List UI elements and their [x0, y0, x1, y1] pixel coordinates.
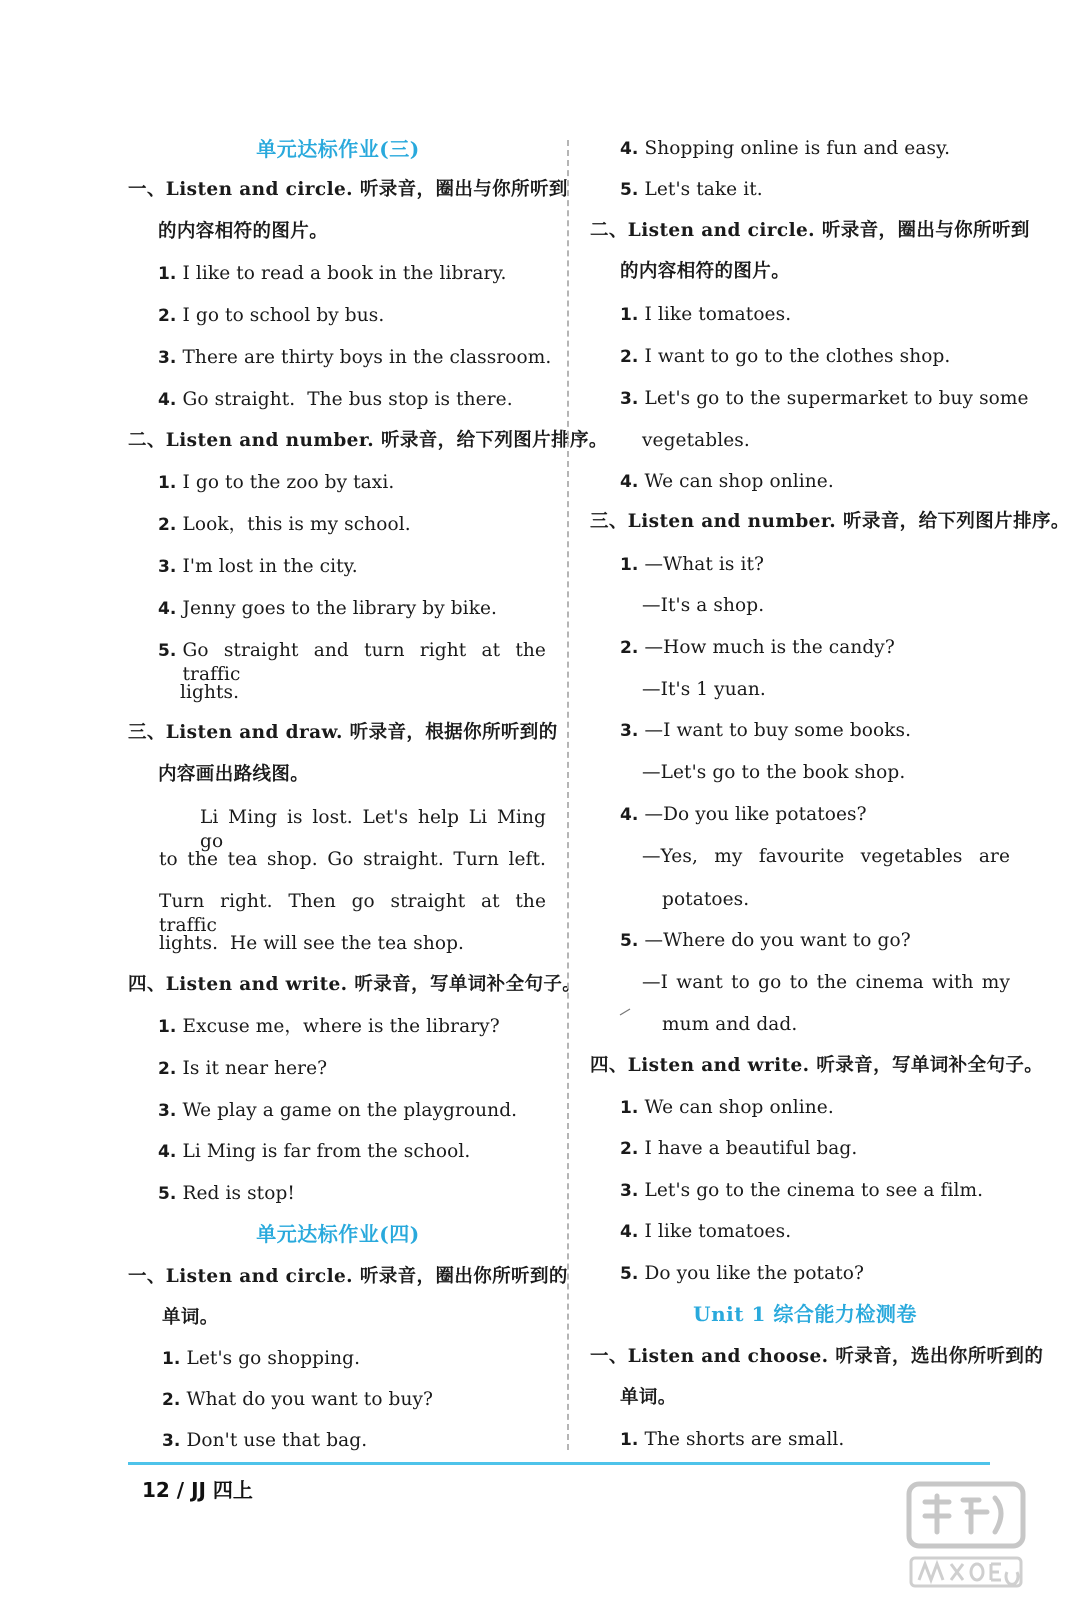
list-item: 5. Red is stop!	[158, 1183, 295, 1204]
list-item: 2. I want to go to the clothes shop.	[620, 346, 951, 367]
unit3-title: 单元达标作业(三)	[256, 137, 420, 161]
list-item: 1. I go to the zoo by taxi.	[158, 472, 395, 493]
list-item: 1. The shorts are small.	[620, 1429, 845, 1450]
paragraph-line: to the tea shop. Go straight. Turn left.	[159, 849, 546, 870]
section-heading-cont: 内容画出路线图。	[158, 764, 310, 785]
list-item: 5. Go straight and turn right at the traffic	[158, 640, 546, 685]
list-item: 1. I like to read a book in the library.	[158, 263, 507, 284]
list-item: 5. Do you like the potato?	[620, 1263, 865, 1284]
section-heading-cont: 的内容相符的图片。	[620, 261, 791, 282]
list-item: 3. I'm lost in the city.	[158, 556, 358, 577]
dialogue-answer: —It's a shop.	[642, 595, 765, 616]
list-item: 4. Go straight. The bus stop is there.	[158, 389, 513, 410]
paragraph-line: Li Ming is lost. Let's help Li Ming go	[200, 807, 546, 852]
dialogue-item: 3. —I want to buy some books.	[620, 720, 912, 741]
dialogue-answer: —Let's go to the book shop.	[642, 762, 906, 783]
list-item: 4. Li Ming is far from the school.	[158, 1141, 471, 1162]
dialogue-item: 5. —Where do you want to go?	[620, 930, 911, 951]
list-item: 1. Let's go shopping.	[162, 1348, 361, 1369]
answer-watermark-icon	[905, 1478, 1027, 1594]
dialogue-answer-cont: mum and dad.	[662, 1014, 798, 1035]
footer-rule	[128, 1462, 990, 1465]
column-divider	[567, 140, 569, 1450]
unit4-title: 单元达标作业(四)	[256, 1222, 420, 1246]
pencil-mark-icon	[619, 1008, 631, 1016]
section-heading: 四、Listen and write. 听录音，写单词补全句子。	[128, 974, 582, 995]
dialogue-answer: —I want to go to the cinema with my	[642, 972, 1010, 993]
section-heading: 一、Listen and circle. 听录音，圈出与你所听到	[128, 179, 568, 200]
list-item: 3. We play a game on the playground.	[158, 1100, 518, 1121]
list-item: 3. Let's go to the cinema to see a film.	[620, 1180, 984, 1201]
section-heading: 二、Listen and number. 听录音，给下列图片排序。	[128, 430, 608, 451]
list-item: 2. Look，this is my school.	[158, 514, 411, 535]
paragraph-line: Turn right. Then go straight at the traffic	[159, 891, 546, 936]
section-heading: 四、Listen and write. 听录音，写单词补全句子。	[590, 1055, 1044, 1076]
unit1-title: Unit 1 综合能力检测卷	[693, 1302, 917, 1326]
section-heading: 三、Listen and number. 听录音，给下列图片排序。	[590, 511, 1070, 532]
list-item: 3. Let's go to the supermarket to buy some	[620, 388, 1029, 409]
list-item: 2. What do you want to buy?	[162, 1389, 434, 1410]
list-item: 5. Let's take it.	[620, 179, 763, 200]
section-heading-cont: 单词。	[162, 1307, 219, 1328]
section-heading: 二、Listen and circle. 听录音，圈出与你所听到	[590, 220, 1030, 241]
list-item: 3. Don't use that bag.	[162, 1430, 368, 1451]
list-item: 2. I have a beautiful bag.	[620, 1138, 858, 1159]
dialogue-answer: —It's 1 yuan.	[642, 679, 766, 700]
list-item: 2. I go to school by bus.	[158, 305, 385, 326]
list-item: 4. I like tomatoes.	[620, 1221, 792, 1242]
section-heading: 一、Listen and choose. 听录音，选出你所听到的	[590, 1346, 1044, 1367]
list-item: 1. Excuse me，where is the library?	[158, 1016, 500, 1037]
list-item: 4. Jenny goes to the library by bike.	[158, 598, 498, 619]
section-heading-cont: 单词。	[620, 1387, 677, 1408]
list-item: 4. Shopping online is fun and easy.	[620, 138, 951, 159]
list-item-cont: lights.	[180, 682, 240, 703]
dialogue-answer-cont: potatoes.	[662, 889, 750, 910]
page-number: 12 / JJ 四上	[142, 1478, 253, 1502]
list-item-cont: vegetables.	[642, 430, 750, 451]
list-item: 1. We can shop online.	[620, 1097, 834, 1118]
list-item: 2. Is it near here?	[158, 1058, 328, 1079]
dialogue-item: 1. —What is it?	[620, 554, 765, 575]
list-item: 3. There are thirty boys in the classroom.	[158, 347, 552, 368]
section-heading: 一、Listen and circle. 听录音，圈出你所听到的	[128, 1266, 568, 1287]
section-heading-cont: 的内容相符的图片。	[158, 221, 329, 242]
section-heading: 三、Listen and draw. 听录音，根据你所听到的	[128, 722, 558, 743]
dialogue-answer: —Yes, my favourite vegetables are	[642, 846, 1010, 867]
dialogue-item: 2. —How much is the candy?	[620, 637, 895, 658]
dialogue-item: 4. —Do you like potatoes?	[620, 804, 867, 825]
paragraph-line: lights. He will see the tea shop.	[159, 933, 465, 954]
list-item: 1. I like tomatoes.	[620, 304, 792, 325]
list-item: 4. We can shop online.	[620, 471, 834, 492]
